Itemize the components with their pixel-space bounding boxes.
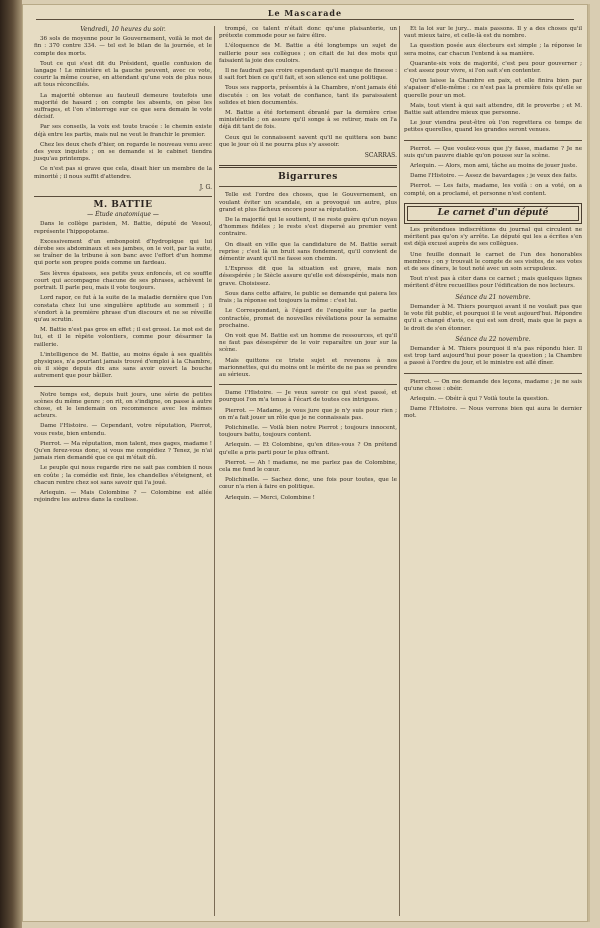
section-heading: Bigarrures [278,172,338,183]
paragraph: Sous dans cette affaire, le public se demande qui paiera les frais ; la réponse est toujours la même : c'est lui. [219,290,397,305]
session-heading: Séance du 21 novembre. [455,293,531,301]
paragraph: Ceux qui le connaissent savent qu'il ne quittera son banc que le jour où il ne pourra plus s'y asseoir. [219,134,397,148]
section-rule [404,140,582,141]
signature: J. G. [199,183,212,191]
dialog-line: Dame l'Histoire. — Je veux savoir ce qui s'est passé, et pourquoi l'on m'a tenue à l'écart de toutes ces intrigues. [219,390,397,404]
dialog-line: Pierrot. — Ah ! madame, ne me parlez pas de Colombine, cela me fend le cœur. [219,459,397,473]
paragraph: Une feuille donnait le carnet de l'un des honorables membres ; on y trouvait le compte de ses visites, de ses votes et de ses dîners, le tout noté avec un soin scrupuleux. [404,251,582,273]
paragraph: Le jour viendra peut-être où l'on regrettera ce temps de petites querelles, quand les grandes seront venues. [404,120,582,134]
paragraph: Mais quittons ce triste sujet et revenons à nos marionnettes, qui du moins ont le mérite de ne pas se prendre au sérieux. [219,357,397,378]
dateline: Vendredi, 10 heures du soir. [80,26,166,33]
paragraph: Demander à M. Thiers pourquoi il n'a pas répondu hier. Il est trop tard aujourd'hui pour poser la question ; la Chambre a passé à l'ordre du jour, et le ministre est allé dîner. [404,345,582,367]
signature: SCARRAS. [364,152,397,160]
paragraph: Arlequin. — Mais Colombine ? — Colombine est allée rejoindre les autres dans la coulisse. [34,489,212,504]
paragraph: Excessivement d'un embonpoint d'hydropique qui lui dérobe ses abdominaux et ses jambes, on le voit, par la suite, se traîner de la tribune à son banc avec l'effort d'un homme qui porte son propre poids comme un fardeau. [34,238,212,267]
dialog-line: Dame l'Histoire. — Assez de bavardages ; je veux des faits. [410,173,578,180]
paragraph: Les prétendues indiscrétions du journal qui circulent ne méritent pas qu'on s'y arrête. Le député qui les a écrites s'en est déjà excusé auprès de ses collègues. [404,227,582,248]
boxed-section-title: Le carnet d'un député [407,206,579,221]
paragraph: trompé, ce talent n'était donc qu'une plaisanterie, un prétexte commode pour se faire élire. [219,26,397,40]
masthead: Le Mascarade [267,8,343,18]
paragraph: Le Correspondant, à l'égard de l'enquête sur la partie contractée, promet de nouvelles révélations pour la semaine prochaine. [219,308,397,329]
dialog-line: Pierrot. — On me demande des leçons, madame ; je ne sais qu'une chose : obéir. [404,378,582,392]
paragraph: On disait en ville que la candidature de M. Battie serait reprise ; c'est là un bruit sans fondement, qu'il convient de démentir avant qu'il ne fasse son chemin. [219,241,397,263]
column-3 [404,26,582,424]
paragraph: Demander à M. Thiers pourquoi avant il ne voulait pas que le vote fût public, et pourquoi il le veut aujourd'hui. Répondre qu'il a changé d'avis, ce qui est son droit, mais que le pays a le droit de s'en étonner. [404,303,582,332]
book-spine [0,0,22,928]
paragraph: On voit que M. Battie est un homme de ressources, et qu'il ne faut pas désespérer de le voir reparaître un jour sur la scène. [219,332,397,354]
section-rule [404,373,582,374]
dialog-line: Arlequin. — Alors, mon ami, tâche au moins de jouer juste. [410,163,578,170]
dialog-line: Pierrot. — Que voulez-vous que j'y fasse, madame ? Je ne suis qu'un pauvre diable qu'on pousse sur la scène. [404,145,582,159]
dialog-line: Pierrot. — Madame, je vous jure que je n'y suis pour rien ; on m'a fait jouer un rôle que je ne connaissais pas. [219,407,397,421]
section-rule [219,384,397,385]
article-subheading: — Étude anatomique — [87,211,159,219]
paragraph: Tout ce qui s'est dit du Président, quelle confusion de langage ! Le ministère et la gauche peuvent, avec ce vote, courir la même course, en attendant qu'une voix de plus nous ait tous réconciliés. [34,60,212,89]
dialog-line: Arlequin. — Merci, Colombine ! [225,494,315,501]
paragraph: Par ses conseils, la voix est toute tracée : le chemin existe déjà entre les partis, mais nul ne veut le franchir le premier. [34,124,212,138]
paragraph: Ce n'est pas si grave que cela, disait hier un membre de la minorité ; il nous suffit d'attendre. [34,166,212,180]
paragraph: L'éloquence de M. Battie a été longtemps un sujet de raillerie pour ses collègues ; on citait de lui des mots qui faisaient la joie des couloirs. [219,43,397,64]
dialog-line: Polichinelle. — Sachez donc, une fois pour toutes, que le cœur n'a rien à faire en politique. [219,477,397,491]
paragraph: Tout n'est pas à citer dans ce carnet ; mais quelques lignes méritent d'être recueillies pour l'édification de nos lecteurs. [404,276,582,290]
section-rule [34,196,212,197]
paragraph: Le peuple qui nous regarde rire ne sait pas combien il nous en coûte ; la comédie est finie, les chandelles s'éteignent, et chacun rentre chez soi sans savoir qui l'a joué. [34,465,212,486]
column-1 [34,26,212,507]
paragraph: Pierrot. — Ma réputation, mon talent, mes gages, madame ! Qu'en ferez-vous donc, si vous me congédiez ? Tenez, je n'ai jamais rien demandé que ce qui m'était dû. [34,440,212,462]
paragraph: Tous ses rapports, présentés à la Chambre, n'ont jamais été discutés : on les votait de confiance, tant ils paraissaient solides et bien documentés. [219,85,397,106]
paragraph: Chez les deux chefs d'hier, on regarde le nouveau venu avec des yeux inquiets ; on se demande si le cabinet tiendra jusqu'au printemps. [34,141,212,163]
paragraph: M. Battie a été fortement ébranlé par la dernière crise ministérielle ; on assure qu'il songe à se retirer, mais on l'a déjà dit tant de fois. [219,110,397,131]
paragraph: L'Express dit que la situation est grave, mais non désespérée ; le Siècle assure qu'elle est désespérée, mais non grave. Choisissez. [219,266,397,287]
dialog-line: Polichinelle. — Voilà bien notre Pierrot ; toujours innocent, toujours battu, toujours content. [219,424,397,439]
paragraph: Notre temps est, depuis huit jours, une série de petites scènes du même genre ; on rit, on s'indigne, on passe à autre chose, et le lendemain on recommence avec les mêmes acteurs. [34,391,212,420]
paragraph: Qu'on laisse la Chambre en paix, et elle finira bien par s'apaiser d'elle-même : ce n'est pas la première fois qu'elle se querelle pour un mot. [404,78,582,99]
paragraph: M. Battie n'est pas gros en effet ; il est grossi. Le mot est de lui, et il le répète volontiers, comme pour désarmer la raillerie. [34,327,212,348]
column-2 [219,26,397,505]
paragraph: Mais, tout vient à qui sait attendre, dit le proverbe ; et M. Battie sait attendre mieux que personne. [404,102,582,117]
paragraph: Ses lèvres épaisses, ses petits yeux enfoncés, et ce souffle court qui accompagne chacune de ses phrases, achèvent le portrait. Il parle peu, mais il vote toujours. [34,270,212,292]
column-separator [214,26,215,916]
paragraph: L'intelligence de M. Battie, au moins égale à ses qualités physiques, n'a pourtant jamais trouvé d'emploi à la Chambre, où il siège depuis dix ans sans avoir ouvert la bouche autrement que pour bâiller. [34,351,212,380]
paragraph: La majorité obtenue au fauteuil demeure toutefois une majorité de hasard ; on compte les absents, on pèse les suffrages, et l'on s'interroge sur ce que sera demain le vote décisif. [34,92,212,121]
section-rule [219,165,397,168]
article-heading: M. BATTIE [93,200,153,211]
paragraph: Dans le collège parisien, M. Battie, député de Vesoul, représente l'hippopotame. [34,221,212,235]
session-heading: Séance du 22 novembre. [455,335,531,343]
dialog-line: Arlequin. — Et Colombine, qu'en dites-vous ? On prétend qu'elle a pris parti pour le plus offrant. [219,442,397,456]
dialog-line: Pierrot. — Les faits, madame, les voilà : on a voté, on a compté, on a proclamé, et personne n'est content. [404,183,582,197]
paragraph: 36 sols de moyenne pour le Gouvernement, voilà le mot de fin : 370 contre 334. — tel est le bilan de la journée, et le compte des morts. [34,36,212,57]
masthead-rule [36,19,574,20]
newspaper-page [22,4,588,922]
paragraph: La question posée aux électeurs est simple ; la réponse le sera moins, car chacun l'entend à sa manière. [404,43,582,57]
paragraph: Telle est l'ordre des choses, que le Gouvernement, en voulant éviter un scandale, en a provoqué un autre, plus grand et plus fâcheux encore pour sa réputation. [219,192,397,213]
section-rule [34,386,212,387]
column-separator [399,26,400,916]
paragraph: Lord rapor, ce fut à la suite de la maladie dernière que l'on constata chez lui une singulière aptitude au sommeil ; il s'endort à la première phrase d'un discours et ne se réveille qu'au scrutin. [34,295,212,323]
paragraph: Il ne faudrait pas croire cependant qu'il manque de finesse : il sait fort bien ce qu'il fait, et son silence est une politique. [219,68,397,82]
paragraph: Dame l'Histoire. — Cependant, votre réputation, Pierrot, vous reste, bien entendu. [34,423,212,437]
paragraph: Et la loi sur le jury... mais passons. Il y a des choses qu'il vaut mieux taire, et celle-là est du nombre. [404,26,582,40]
dialog-line: Arlequin. — Obéir à qui ? Voilà toute la question. [410,395,549,402]
dialog-line: Dame l'Histoire. — Nous verrons bien qui aura le dernier mot. [404,406,582,420]
section-rule [219,186,397,187]
paragraph: De la majorité qui le soutient, il ne reste guère qu'un noyau d'hommes fidèles ; le reste s'est dispersé au premier vent contraire. [219,217,397,238]
paragraph: Quarante-six voix de majorité, c'est peu pour gouverner ; c'est assez pour vivre, si l'on sait s'en contenter. [404,60,582,75]
